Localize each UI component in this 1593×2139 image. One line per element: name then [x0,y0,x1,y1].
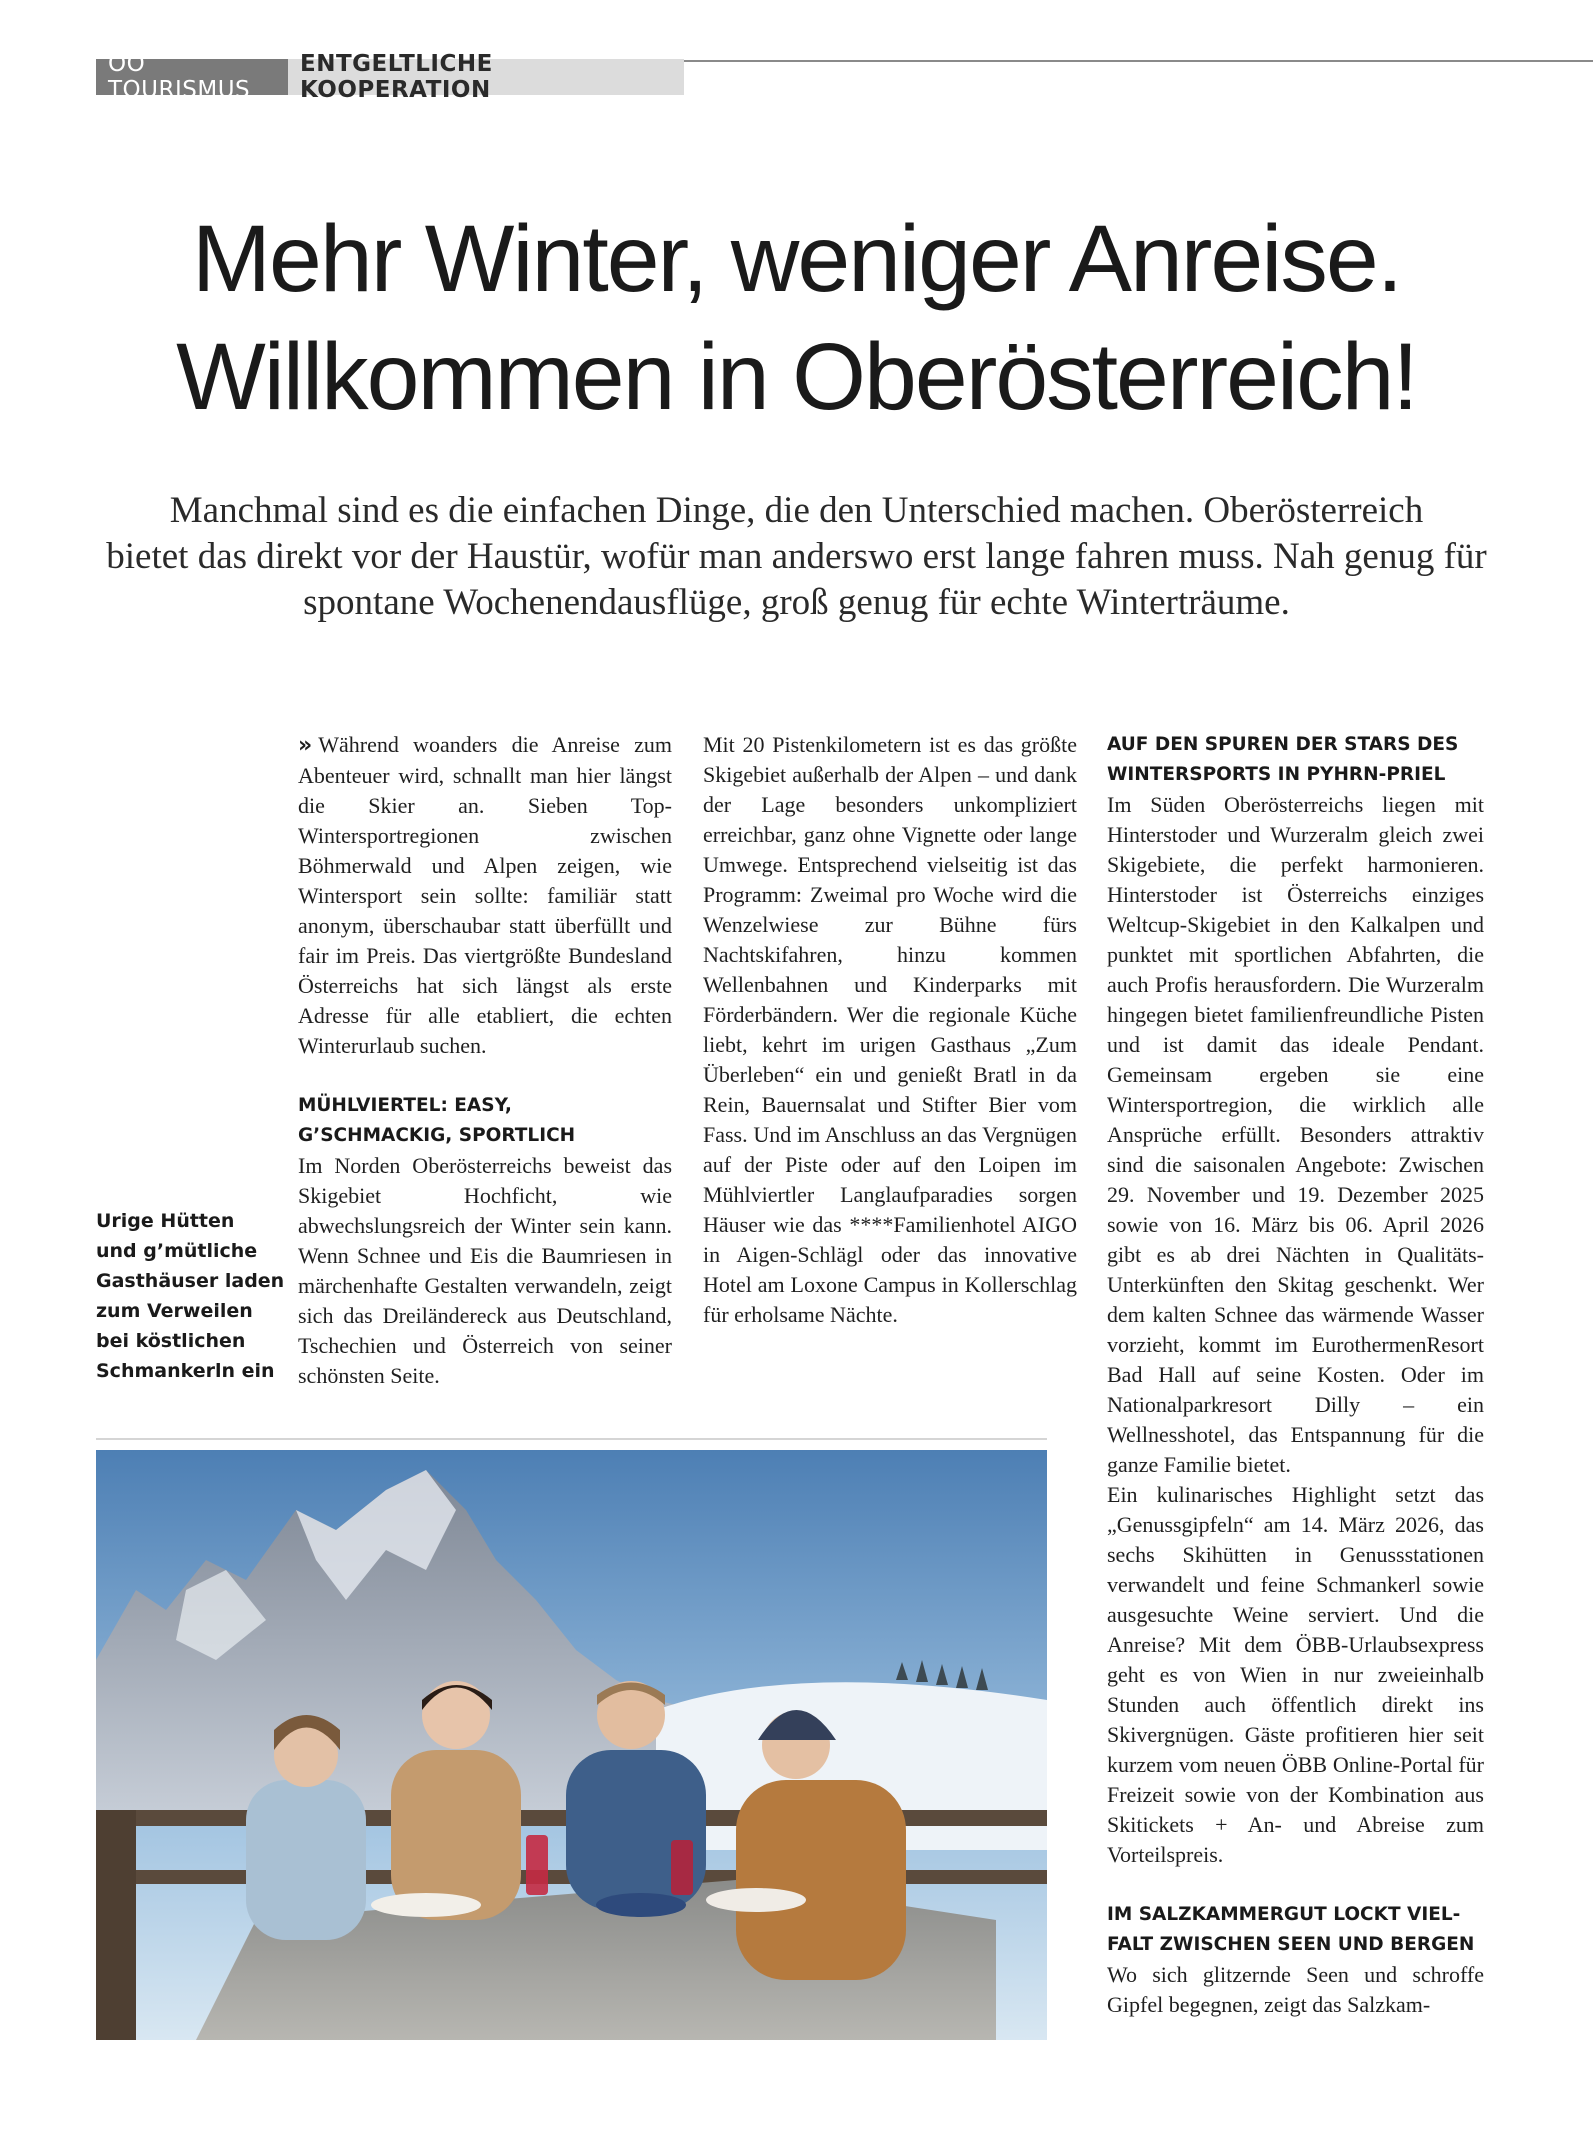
intro-text: Während woanders die Anreise zum Abenteuer wird, schnallt man hier längst die Skier an. Sieben Top-Wintersportregionen zwischen Böhmerwald und Alpen zeigen, wie Wintersport sein sollte: familiär statt anonym, überschaubar statt überfüllt und fair im Preis. Das viertgrößte Bundesland Österreichs hat sich längst als erste Adresse für alle etabliert, die echten Winterurlaub suchen. [298,732,672,1058]
winter-hut-photo [96,1450,1047,2040]
lede-line-1: Manchmal sind es die einfachen Dinge, die den Unterschied machen. Oberösterreich [169,490,1424,531]
caption-line: Urige Hütten [96,1210,235,1232]
section-heading-pyhrn-priel [1107,730,1484,790]
quote-marker: » [298,733,313,758]
section-heading-line: IM SALZKAMMERGUT LOCKT VIEL- [1107,1904,1461,1925]
section-heading-line: MÜHLVIERTEL: EASY, [298,1095,512,1116]
article-column-2 [703,730,1077,1330]
caption-line: Gasthäuser laden [96,1270,285,1292]
photo-rule [96,1438,1047,1440]
section-body-muehlviertel: Im Norden Oberösterreichs beweist das Skigebiet Hochficht, wie abwechslungsreich der Winter sein kann. Wenn Schnee und Eis die Baumriesen in märchenhafte Gestalten verwandeln, zeigt sich das Dreiländereck aus Deutschland, Tschechien und Österreich von seiner schönsten Seite. [298,1153,672,1388]
section-body-muehlviertel-continued: Mit 20 Pistenkilometern ist es das größte Skigebiet außerhalb der Alpen – und dank der Lage besonders unkompliziert erreichbar, ganz ohne Vignette oder lange Umwege. Entsprechend vielseitig ist das Programm: Zweimal pro Woche wird die Wenzelwiese zur Bühne fürs Nachtskifahren, hinzu kommen Wellenbahnen und Kinderparks mit Förderbändern. Wer die regionale Küche liebt, kehrt im urigen Gasthaus „Zum Überleben“ ein und genießt Bratl in da Rein, Bauernsalat und Stifter Bier vom Fass. Und im Anschluss an das Vergnügen auf der Piste oder auf den Loipen im Mühlviertler Langlaufparadies sorgen Häuser wie das ****Familienhotel AIGO in Aigen-Schlägl oder das innovative Hotel am Loxone Campus in Kollerschlag für erholsame Nächte. [703,732,1077,1327]
caption-line: und g’mütliche [96,1240,258,1262]
article-column-1 [298,730,672,1391]
section-body-genussgipfeln: Ein kulinarisches Highlight setzt das „Genussgipfeln“ am 14. März 2026, das sechs Skihütten in Genussstationen verwandelt und feine Schmankerl sowie ausgesuchte Weine serviert. Und die Anreise? Mit dem ÖBB-Urlaubsexpress geht es von Wien in nur zweieinhalb Stunden auch öffentlich direkt ins Skivergnügen. Gäste profitieren hier seit kurzem vom neuen ÖBB Online-Portal für Freizeit sowie von der Kombination aus Skitickets + An- und Abreise zum Vorteilspreis. [1107,1482,1484,1867]
caption-line: bei köstlichen [96,1330,246,1352]
section-heading-line: WINTERSPORTS IN PYHRN-PRIEL [1107,764,1446,785]
section-body-pyhrn-priel: Im Süden Oberösterreichs liegen mit Hinterstoder und Wurzeralm gleich zwei Skigebiete, die perfekt harmonieren. Hinterstoder ist Österreichs einziges Weltcup-Skigebiet in den Kalkalpen und punktet mit sportlichen Abfahrten, die auch Profis herausfordern. Die Wurzeralm hingegen bietet familienfreundliche Pisten und ist damit das ideale Pendant. Gemeinsam ergeben sie eine Wintersportregion, die wirklich alle Ansprüche erfüllt. Besonders attraktiv sind die saisonalen Angebote: Zwischen 29. November und 19. Dezember 2025 sowie von 16. März bis 06. April 2026 gibt es ab drei Nächten in Qualitäts-Unterkünften den Skitag geschenkt. Wer dem kalten Schnee das wärmende Wasser vorzieht, kommt im EurothermenResort Bad Hall auf seine Kosten. Oder im Nationalparkresort Dilly – ein Wellnesshotel, das Entspannung für die ganze Familie bietet. [1107,792,1484,1477]
lede-line-2: bietet das direkt vor der Haustür, wofür man anderswo erst lange fahren muss. Nah genug für [106,536,1487,577]
sponsored-label: ENTGELTLICHE KOOPERATION [288,59,684,95]
headline-line-2: Willkommen in Oberösterreich! [176,324,1417,430]
headline-line-1: Mehr Winter, weniger Anreise. [191,206,1402,312]
caption-line: zum Verweilen [96,1300,253,1322]
caption-line: Schmankerln ein [96,1360,275,1382]
section-heading-line: G’SCHMACKIG, SPORTLICH [298,1125,576,1146]
photo-caption [96,1206,285,1386]
section-heading-line: AUF DEN SPUREN DER STARS DES [1107,734,1459,755]
lede-line-3: spontane Wochenendausflüge, groß genug für echte Winterträume. [303,582,1290,623]
section-body-salzkammergut: Wo sich glitzernde Seen und schroffe Gipfel begegnen, zeigt das Salzkam- [1107,1962,1484,2017]
section-heading-line: FALT ZWISCHEN SEEN UND BERGEN [1107,1934,1475,1955]
section-heading-muehlviertel [298,1091,672,1151]
intro-paragraph [298,730,672,1061]
section-heading-salzkammergut [1107,1900,1484,1960]
section-tag: OÖ TOURISMUS [96,59,288,95]
lede [96,488,1497,626]
article-column-3 [1107,730,1484,2020]
photo-illustration [96,1450,1047,2040]
